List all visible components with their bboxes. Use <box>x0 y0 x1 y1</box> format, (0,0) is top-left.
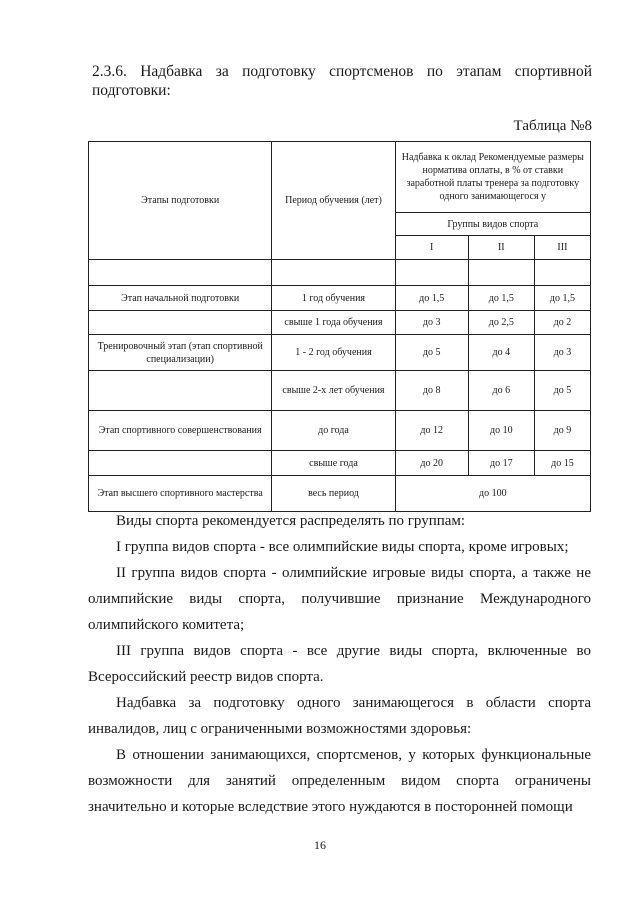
col-number <box>534 260 590 286</box>
value-cell: до 1,5 <box>534 286 590 311</box>
stage-cell <box>89 371 272 411</box>
value-cell: до 5 <box>534 371 590 411</box>
value-cell: до 12 <box>395 411 468 451</box>
table-row <box>89 335 591 371</box>
period-cell: 1 - 2 год обучения <box>272 335 395 371</box>
header-group-3: III <box>534 236 590 260</box>
stage-cell <box>89 451 272 476</box>
stage-cell: Этап высшего спортивного мастерства <box>89 476 272 512</box>
period-cell: свыше 2-х лет обучения <box>272 371 395 411</box>
page-number: 16 <box>314 838 326 852</box>
value-cell: до 17 <box>468 451 534 476</box>
value-cell: до 5 <box>395 335 468 371</box>
col-number <box>395 260 468 286</box>
table-row <box>89 371 591 411</box>
stage-cell <box>89 311 272 335</box>
paragraph: Виды спорта рекомендуется распределять по группам: <box>116 513 466 529</box>
period-cell: свыше 1 года обучения <box>272 311 395 335</box>
table-row <box>89 451 591 476</box>
period-cell: свыше года <box>272 451 395 476</box>
col-number <box>272 260 395 286</box>
paragraph: II группа видов спорта - олимпийские игровые виды спорта, а также не олимпийские виды спорта, получившие признание Международного олимпийского комитета; <box>88 565 591 633</box>
value-cell: до 4 <box>468 335 534 371</box>
value-cell: до 15 <box>534 451 590 476</box>
header-period: Период обучения (лет) <box>272 142 395 260</box>
stage-cell: Этап начальной подготовки <box>89 286 272 311</box>
value-cell: до 3 <box>534 335 590 371</box>
value-cell: до 6 <box>468 371 534 411</box>
paragraph: III группа видов спорта - все другие виды спорта, включенные во Всероссийский реестр видов спорта. <box>88 643 591 685</box>
value-cell: до 9 <box>534 411 590 451</box>
value-cell: до 10 <box>468 411 534 451</box>
value-cell: до 1,5 <box>468 286 534 311</box>
col-number <box>468 260 534 286</box>
table-caption: Таблица №8 <box>513 118 592 134</box>
paragraph: В отношении занимающихся, спортсменов, у которых функциональные возможности для занятий определенным видом спорта ограничены значительно и которые вследствие этого нуждаются в посторонней помощи <box>88 747 591 815</box>
header-stages: Этапы подготовки <box>89 142 272 260</box>
value-cell: до 8 <box>395 371 468 411</box>
header-group-2: II <box>468 236 534 260</box>
column-number-row <box>89 260 591 286</box>
period-cell: 1 год обучения <box>272 286 395 311</box>
table-header-row <box>89 142 591 213</box>
col-number <box>89 260 272 286</box>
header-group-1: I <box>395 236 468 260</box>
paragraph: I группа видов спорта - все олимпийские виды спорта, кроме игровых; <box>116 539 569 555</box>
value-cell: до 2,5 <box>468 311 534 335</box>
value-cell: до 100 <box>395 476 590 512</box>
header-bonus: Надбавка к оклад Рекомендуемые размеры норматива оплаты, в % от ставки заработной платы тренера за подготовку одного занимающегося у <box>395 142 590 213</box>
period-cell: до года <box>272 411 395 451</box>
header-groups-title: Группы видов спорта <box>395 213 590 236</box>
value-cell: до 20 <box>395 451 468 476</box>
paragraph: Надбавка за подготовку одного занимающегося в области спорта инвалидов, лиц с ограниченными возможностями здоровья: <box>88 695 591 737</box>
table-row <box>89 476 591 512</box>
table-row <box>89 286 591 311</box>
value-cell: до 1,5 <box>395 286 468 311</box>
table-row <box>89 411 591 451</box>
body-text <box>88 508 591 820</box>
value-cell: до 3 <box>395 311 468 335</box>
stage-cell: Тренировочный этап (этап спортивной специализации) <box>89 335 272 371</box>
value-cell: до 2 <box>534 311 590 335</box>
section-heading: 2.3.6. Надбавка за подготовку спортсменов по этапам спортивной подготовки: <box>92 63 592 99</box>
bonus-table <box>88 141 591 512</box>
stage-cell: Этап спортивного совершенствования <box>89 411 272 451</box>
table-row <box>89 311 591 335</box>
period-cell: весь период <box>272 476 395 512</box>
